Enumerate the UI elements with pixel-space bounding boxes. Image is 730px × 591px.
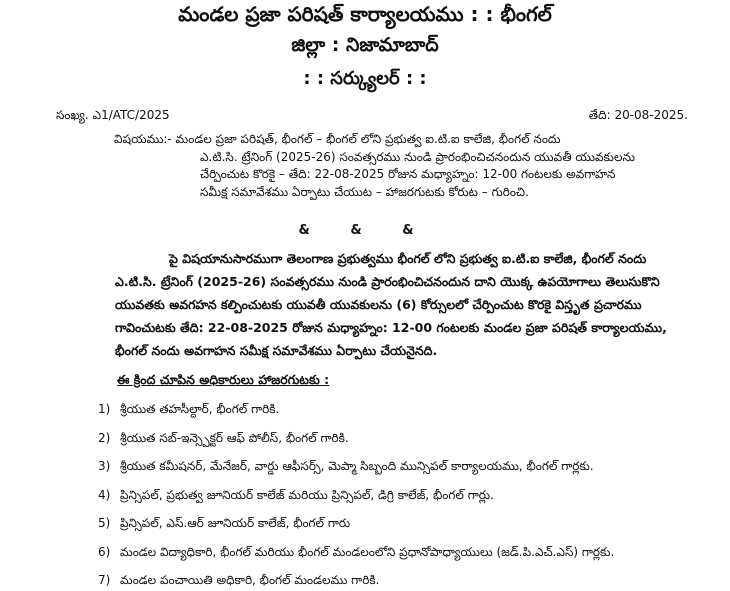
list-item [98, 573, 379, 590]
body-line: గావించుటకు తేది: 22-08-2025 రోజున మధ్యాహ్నం: 12-00 గంటలకు మండల ప్రజా పరిషత్ కార్యాలయము, [115, 320, 667, 335]
section-separator: & & & [298, 223, 432, 238]
list-item-text: ప్రిన్సిపల్, ప్రభుత్వ జూనియర్ కాలేజ్ మరియు ప్రిన్సిపల్, డిగ్రి కాలేజ్, భీంగల్ గార్లు. [120, 488, 494, 502]
body-line: భీంగల్ నందు అవగాహన సమీక్ష సమావేశము ఏర్పాటు చేయనైనది. [115, 343, 438, 358]
list-item [98, 545, 614, 562]
list-item [98, 459, 594, 476]
reference-number: సంఖ్య. ఎ1/ATC/2025 [56, 108, 170, 122]
body-paragraph [115, 247, 707, 362]
subject-line: విషయము:- మండల ప్రజా పరిషత్, భీంగల్ – భీంగల్ లోని ప్రభుత్వ ఐ.టి.ఐ కాలేజి, భీంగల్ నందు [114, 132, 561, 146]
list-item [98, 402, 279, 419]
list-item-number: 2) [98, 431, 111, 445]
list-item-number: 7) [98, 573, 111, 587]
list-item [98, 516, 350, 533]
list-item-text: శ్రీయుత తహసీల్దార్, భీంగల్ గారికి. [120, 402, 280, 416]
subject-line: ఎ.టి.సి. ట్రేనింగ్ (2025-26) సంవత్సరము నుండి ప్రారంభించిచనందున యువతీ యువకులను [200, 149, 636, 164]
list-item-text: ప్రిన్సిపల్, ఎస్.ఆర్ జూనియర్ కాలేజ్, భీంగల్ గారు [120, 516, 351, 530]
list-item-number: 6) [98, 545, 111, 559]
office-title: మండల ప్రజా పరిషత్ కార్యాలయము : : భీంగల్ [178, 2, 552, 26]
list-item-number: 4) [98, 488, 111, 502]
list-item-number: 1) [98, 402, 111, 416]
district-title: జిల్లా : నిజామాబాద్ [291, 34, 439, 56]
circular-title: : : సర్క్యులర్ : : [303, 68, 427, 89]
body-line: ఎ.టి.సి. ట్రేనింగ్ (2025-26) సంవత్సరము నుండి ప్రారంభించిచనందున దాని యొక్క ఉపయోగాలు తెలుసుకొని [115, 274, 660, 289]
list-item [98, 431, 349, 448]
subject-line: సమీక్ష సమావేశము ఏర్పాటు చేయుట – హాజరగుటకు కోరుట – గురించి. [200, 184, 529, 199]
attendees-heading: ఈ క్రింద చూపిన అధికారులు హాజరగుటకు : [117, 372, 330, 387]
list-item-text: శ్రీయుత సబ్-ఇన్స్పెక్టర్ ఆఫ్ పోలీస్, భీంగల్ గారికి. [120, 431, 349, 445]
list-item-text: మండల పంచాయితి అధికారి, భీంగల్ మండలము గారికి. [120, 573, 380, 587]
body-line: పై విషయానుసారముగా తెలంగాణ ప్రభుత్వము భీంగల్ లోని ప్రభుత్వ ఐ.టి.ఐ కాలేజి, భీంగల్ నందు [169, 251, 647, 266]
list-item-number: 5) [98, 516, 111, 530]
subject-line: చేర్పించుట కొరకై – తేది: 22-08-2025 రోజున మధ్యాహ్నం: 12-00 గంటలకు అవగాహన [200, 167, 616, 181]
subject-block [114, 131, 684, 201]
list-item-number: 3) [98, 459, 111, 473]
body-line: యువతకు అవగహన కల్పించుటకు యువతీ యువకులను (6) కోర్సులలో చేర్పించుట కొరకై విస్తృత ప్రచారము [115, 297, 642, 312]
list-item [98, 488, 494, 505]
list-item-text: మండల విద్యాధికారి, భీంగల్ మరియు భీంగల్ మండలంలోని ప్రధానోపాధ్యాయులు (జడ్.పి.ఎచ్.ఎస్) గార్లకు. [120, 545, 615, 559]
list-item-text: శ్రీయుత కమీషనర్, మేనేజర్, వార్డు ఆఫీసర్స్, మెప్మా సిబ్బంది మున్సిపల్ కార్యాలయము, భీంగల్ గార్లకు. [120, 459, 594, 473]
circular-date: తేది: 20-08-2025. [588, 108, 688, 122]
